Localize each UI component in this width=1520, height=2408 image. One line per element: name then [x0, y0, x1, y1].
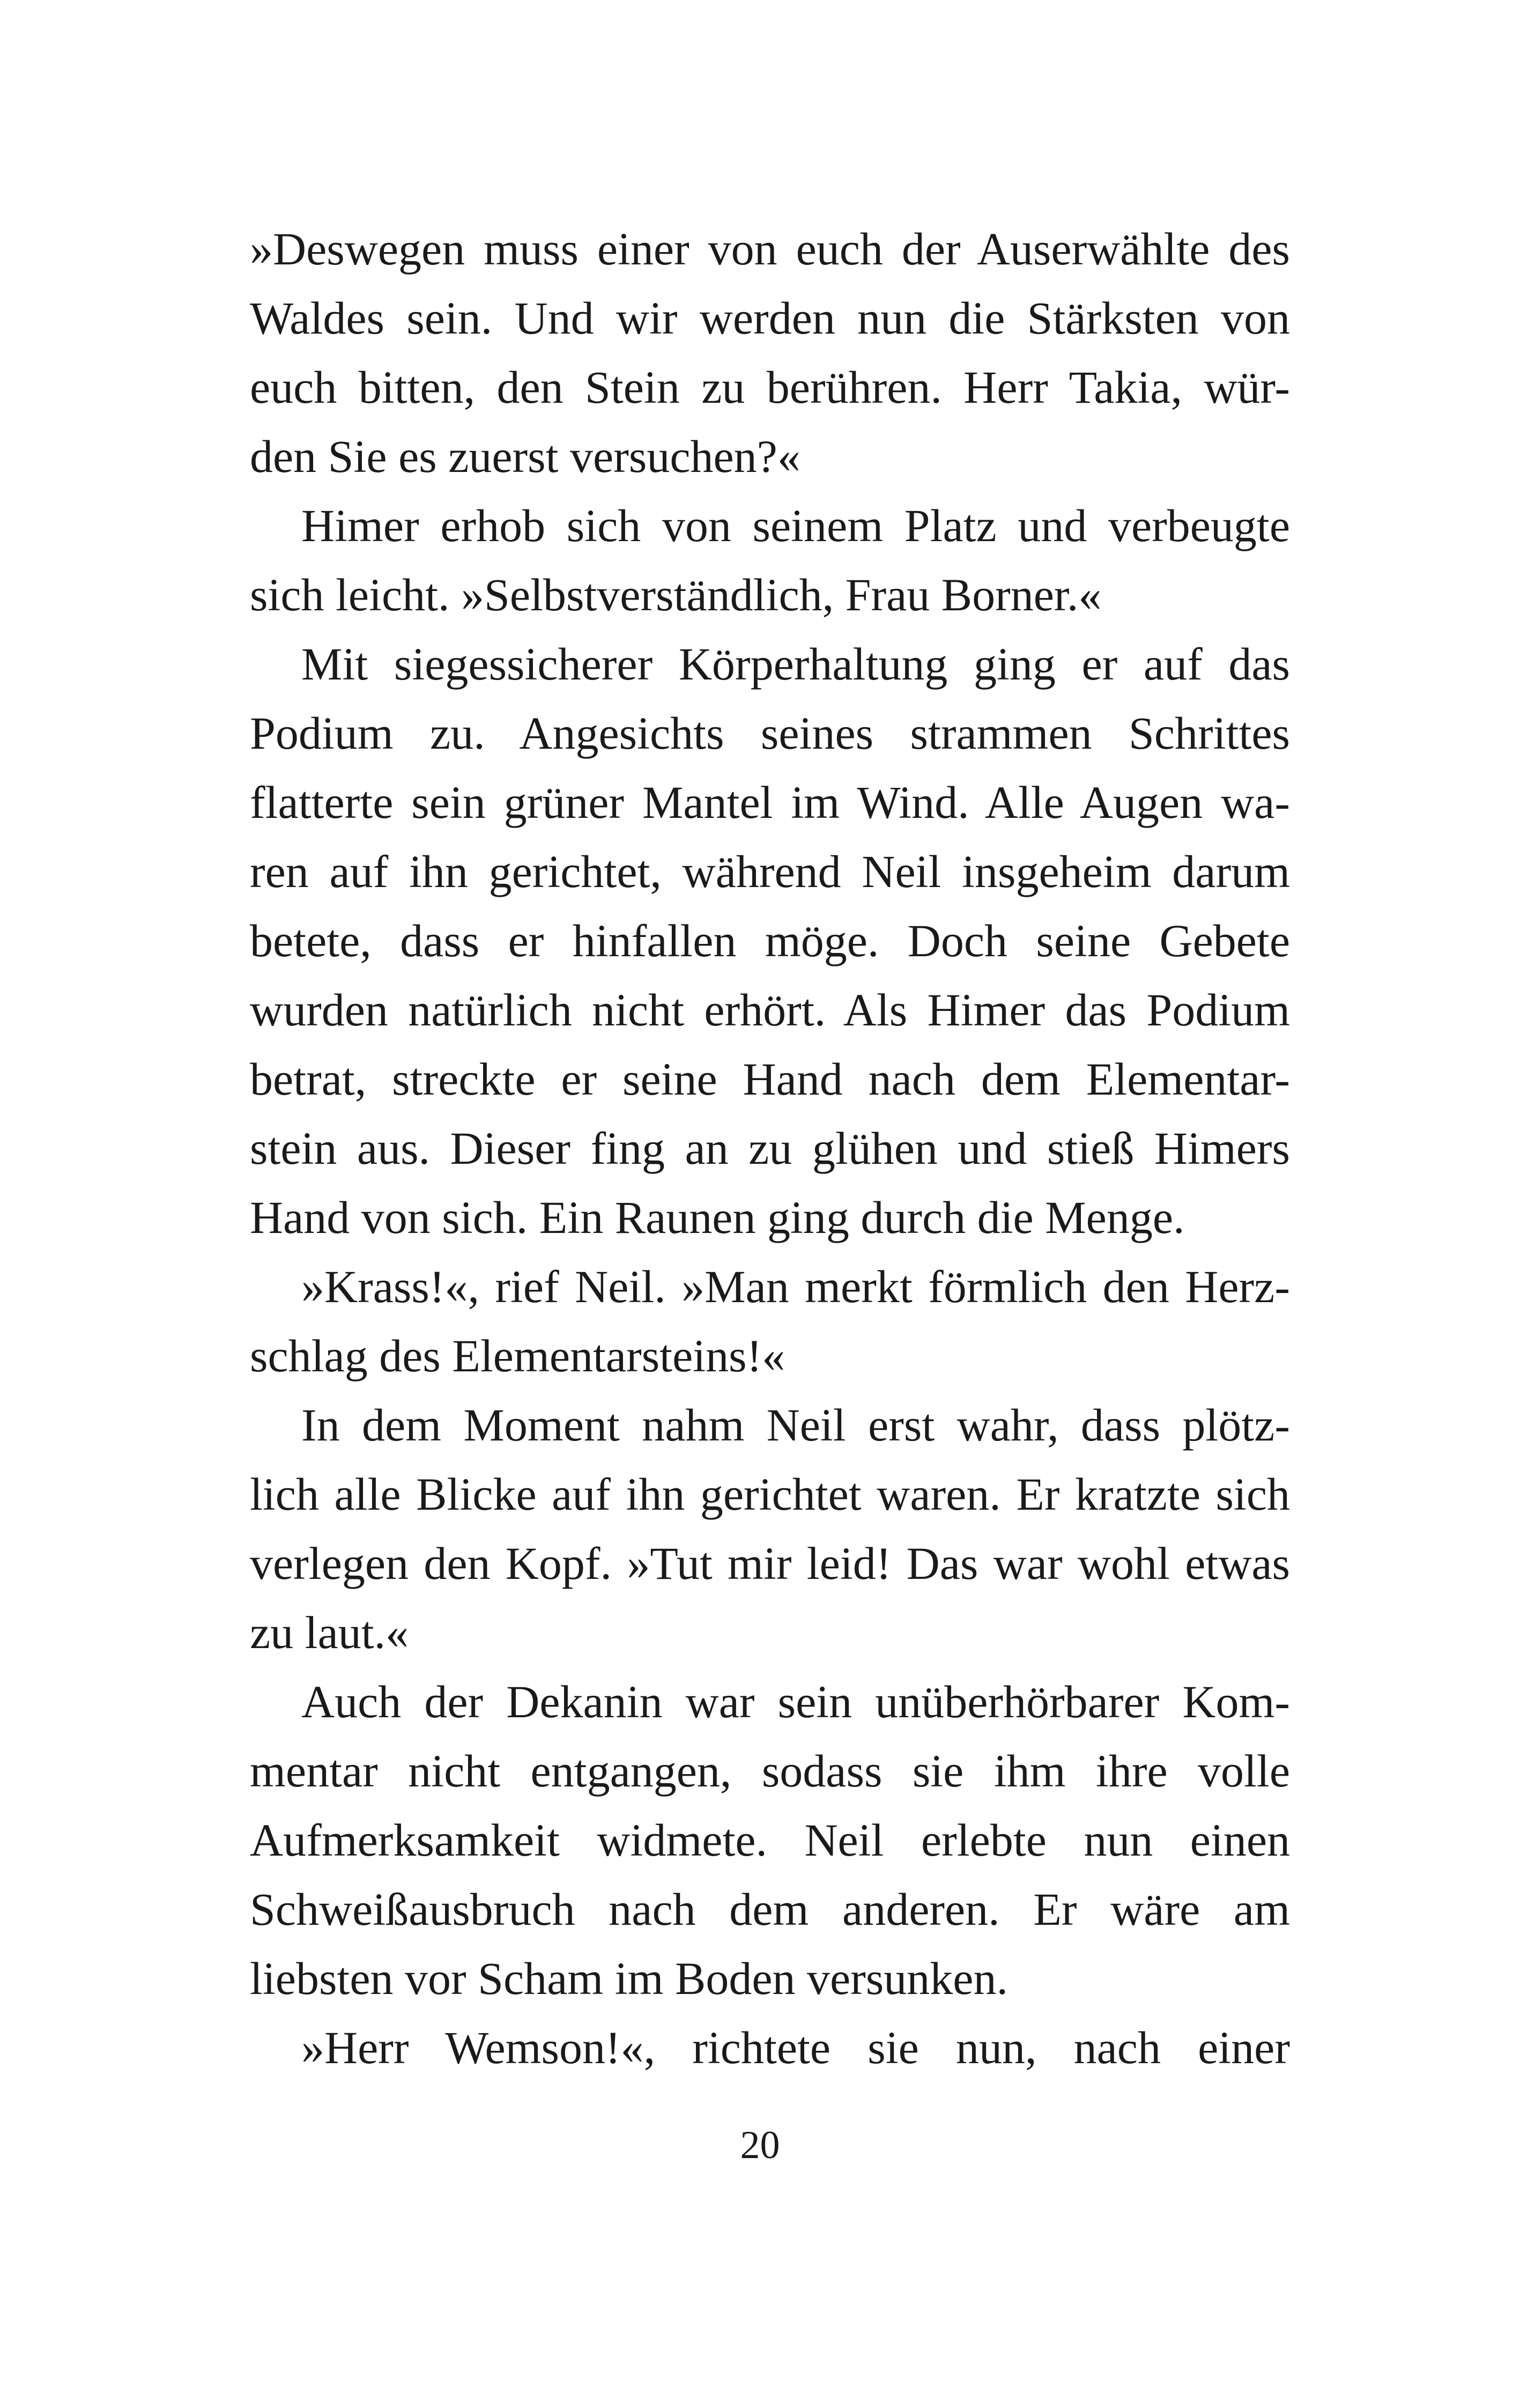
text-line: den Sie es zuerst versuchen?«	[250, 431, 800, 482]
text-line: euch bitten, den Stein zu berühren. Herr Takia, wür-	[250, 361, 1290, 413]
text-line: liebsten vor Scham im Boden versunken.	[250, 1953, 1008, 2004]
text-line: mentar nicht entgangen, sodass sie ihm ihre volle	[250, 1745, 1290, 1797]
text-line: »Krass!«, rief Neil. »Man merkt förmlich den Herz-	[301, 1261, 1290, 1312]
text-line: Mit siegessicherer Körperhaltung ging er auf das	[301, 638, 1290, 690]
text-line: betrat, streckte er seine Hand nach dem Elementar-	[250, 1053, 1290, 1105]
text-line: »Deswegen muss einer von euch der Auserwählte des	[250, 223, 1290, 275]
text-line: Himer erhob sich von seinem Platz und verbeugte	[301, 500, 1290, 551]
text-line: stein aus. Dieser fing an zu glühen und stieß Himers	[250, 1122, 1290, 1174]
text-line: Hand von sich. Ein Raunen ging durch die Menge.	[250, 1192, 1185, 1243]
text-line: Waldes sein. Und wir werden nun die Stärksten von	[250, 292, 1290, 344]
text-line: verlegen den Kopf. »Tut mir leid! Das war wohl etwas	[250, 1538, 1290, 1589]
text-line: In dem Moment nahm Neil erst wahr, dass plötz-	[301, 1399, 1290, 1451]
text-line: Aufmerksamkeit widmete. Neil erlebte nun einen	[250, 1814, 1290, 1866]
text-line: wurden natürlich nicht erhört. Als Himer das Podium	[250, 984, 1290, 1036]
text-line: Auch der Dekanin war sein unüberhörbarer Kom-	[301, 1676, 1290, 1727]
text-line: schlag des Elementarsteins!«	[250, 1330, 785, 1382]
text-line: Schweißausbruch nach dem anderen. Er wäre am	[250, 1883, 1290, 1935]
text-line: Podium zu. Angesichts seines strammen Schrittes	[250, 707, 1290, 759]
text-line: ren auf ihn gerichtet, während Neil insgeheim darum	[250, 846, 1290, 897]
body-text	[250, 215, 1290, 2082]
text-line: zu laut.«	[250, 1607, 409, 1658]
page-number: 20	[740, 2123, 780, 2167]
text-line: flatterte sein grüner Mantel im Wind. Alle Augen wa-	[250, 777, 1290, 828]
text-line: betete, dass er hinfallen möge. Doch seine Gebete	[250, 915, 1290, 966]
text-line: lich alle Blicke auf ihn gerichtet waren. Er kratzte sich	[250, 1468, 1290, 1520]
text-line: »Herr Wemson!«, richtete sie nun, nach einer	[301, 2022, 1290, 2073]
text-line: sich leicht. »Selbstverständlich, Frau Borner.«	[250, 569, 1102, 621]
